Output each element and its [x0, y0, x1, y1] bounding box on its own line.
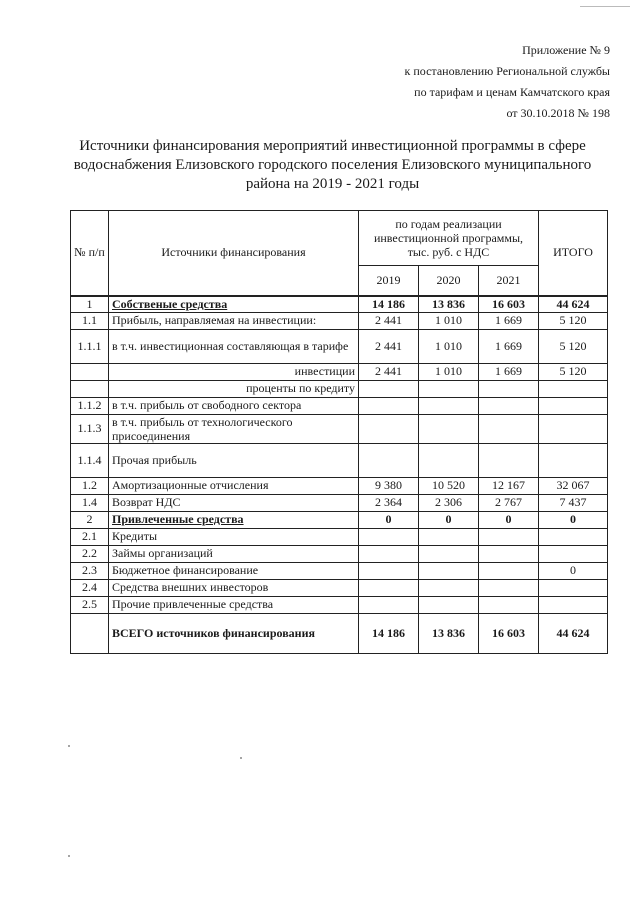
row-value-2020 — [419, 380, 479, 397]
row-value-2020: 10 520 — [419, 477, 479, 494]
row-total-cell: 32 067 — [539, 477, 608, 494]
row-number-cell: 1 — [71, 296, 109, 313]
row-name-cell: в т.ч. прибыль от свободного сектора — [109, 397, 359, 414]
row-value-2021 — [479, 562, 539, 579]
row-name-text: Привлеченные средства — [112, 512, 244, 526]
row-name-cell: ВСЕГО источников финансирования — [109, 613, 359, 653]
row-total-cell — [539, 545, 608, 562]
row-total-cell — [539, 528, 608, 545]
table-row — [71, 312, 608, 329]
row-value-2020 — [419, 562, 479, 579]
row-name-cell: в т.ч. инвестиционная составляющая в тарифе — [109, 329, 359, 363]
table-row — [71, 562, 608, 579]
table-row — [71, 511, 608, 528]
row-value-2019: 14 186 — [359, 296, 419, 313]
scan-artifact — [580, 6, 630, 7]
scan-artifact — [240, 757, 242, 759]
row-total-cell — [539, 380, 608, 397]
table-header-row — [71, 211, 608, 266]
row-name-cell: Прочая прибыль — [109, 443, 359, 477]
row-total-cell: 0 — [539, 562, 608, 579]
row-value-2019 — [359, 596, 419, 613]
row-number-cell: 2.1 — [71, 528, 109, 545]
table-row — [71, 579, 608, 596]
title-line: района на 2019 - 2021 годы — [245, 176, 420, 192]
row-number-cell — [71, 613, 109, 653]
row-value-2019: 2 441 — [359, 329, 419, 363]
table-row — [71, 596, 608, 613]
row-value-2021: 16 603 — [479, 296, 539, 313]
row-name-cell: Займы организаций — [109, 545, 359, 562]
row-value-2021 — [479, 596, 539, 613]
row-number-cell: 1.4 — [71, 494, 109, 511]
row-total-cell — [539, 596, 608, 613]
scan-artifact — [68, 855, 70, 857]
row-number-cell: 1.1.4 — [71, 443, 109, 477]
row-value-2021 — [479, 443, 539, 477]
row-value-2021: 1 669 — [479, 363, 539, 380]
row-total-cell: 44 624 — [539, 613, 608, 653]
row-value-2020 — [419, 596, 479, 613]
row-number-cell: 1.1.1 — [71, 329, 109, 363]
row-value-2020: 0 — [419, 511, 479, 528]
row-value-2021 — [479, 545, 539, 562]
row-name-cell: Амортизационные отчисления — [109, 477, 359, 494]
row-value-2020 — [419, 443, 479, 477]
row-total-cell: 5 120 — [539, 312, 608, 329]
table-row — [71, 494, 608, 511]
title-line: водоснабжения Елизовского городского поселения Елизовского муниципального — [73, 157, 592, 173]
table-row — [71, 477, 608, 494]
row-value-2019: 2 441 — [359, 363, 419, 380]
row-number-cell: 2.3 — [71, 562, 109, 579]
row-number-cell: 1.1.3 — [71, 414, 109, 443]
row-value-2019 — [359, 397, 419, 414]
row-number-cell: 2.4 — [71, 579, 109, 596]
row-value-2020 — [419, 414, 479, 443]
appendix-line: к постановлению Региональной службы — [404, 64, 610, 78]
row-value-2019: 0 — [359, 511, 419, 528]
row-name-cell: Бюджетное финансирование — [109, 562, 359, 579]
table-body — [71, 296, 608, 654]
row-total-cell — [539, 579, 608, 596]
row-value-2021 — [479, 528, 539, 545]
row-value-2020: 1 010 — [419, 312, 479, 329]
row-number-cell: 2 — [71, 511, 109, 528]
row-value-2020: 13 836 — [419, 296, 479, 313]
table-row — [71, 613, 608, 653]
row-value-2019 — [359, 562, 419, 579]
row-name-cell — [109, 511, 359, 528]
row-value-2020 — [419, 528, 479, 545]
appendix-block — [405, 40, 610, 124]
row-name-cell — [109, 296, 359, 313]
row-number-cell: 2.5 — [71, 596, 109, 613]
table-row — [71, 414, 608, 443]
row-total-cell: 44 624 — [539, 296, 608, 313]
table-row — [71, 329, 608, 363]
row-value-2019: 2 441 — [359, 312, 419, 329]
row-value-2020: 13 836 — [419, 613, 479, 653]
row-name-cell: Возврат НДС — [109, 494, 359, 511]
row-total-cell: 0 — [539, 511, 608, 528]
header-year-2019: 2019 — [359, 266, 419, 296]
row-value-2019: 2 364 — [359, 494, 419, 511]
header-total: ИТОГО — [539, 211, 608, 296]
row-total-cell: 7 437 — [539, 494, 608, 511]
row-value-2020 — [419, 545, 479, 562]
table-row — [71, 363, 608, 380]
row-value-2021 — [479, 397, 539, 414]
row-value-2020: 1 010 — [419, 363, 479, 380]
row-total-cell — [539, 443, 608, 477]
row-total-cell — [539, 414, 608, 443]
row-number-cell: 1.1 — [71, 312, 109, 329]
row-total-cell: 5 120 — [539, 363, 608, 380]
row-value-2021: 12 167 — [479, 477, 539, 494]
row-value-2021: 2 767 — [479, 494, 539, 511]
row-value-2019: 9 380 — [359, 477, 419, 494]
row-number-cell — [71, 380, 109, 397]
row-name-text: Собственые средства — [112, 296, 228, 311]
row-value-2019: 14 186 — [359, 613, 419, 653]
table-row — [71, 545, 608, 562]
row-value-2021: 16 603 — [479, 613, 539, 653]
row-name-cell: Кредиты — [109, 528, 359, 545]
table-row — [71, 443, 608, 477]
row-total-cell: 5 120 — [539, 329, 608, 363]
row-number-cell — [71, 363, 109, 380]
row-name-cell: Прочие привлеченные средства — [109, 596, 359, 613]
row-value-2020: 2 306 — [419, 494, 479, 511]
row-value-2020 — [419, 397, 479, 414]
table-row — [71, 528, 608, 545]
row-value-2021: 1 669 — [479, 312, 539, 329]
row-value-2019 — [359, 528, 419, 545]
header-years-group: по годам реализации инвестиционной программы, тыс. руб. с НДС — [359, 211, 539, 266]
header-num: № п/п — [71, 211, 109, 296]
row-value-2021 — [479, 579, 539, 596]
scan-artifact — [68, 745, 70, 747]
row-name-cell: Прибыль, направляемая на инвестиции: — [109, 312, 359, 329]
header-source: Источники финансирования — [109, 211, 359, 296]
row-value-2019 — [359, 380, 419, 397]
appendix-line: от 30.10.2018 № 198 — [506, 106, 610, 120]
appendix-line: по тарифам и ценам Камчатского края — [414, 85, 610, 99]
row-number-cell: 1.1.2 — [71, 397, 109, 414]
row-value-2020 — [419, 579, 479, 596]
table-row — [71, 296, 608, 313]
appendix-line: Приложение № 9 — [522, 43, 610, 57]
row-value-2019 — [359, 579, 419, 596]
row-name-cell: инвестиции — [109, 363, 359, 380]
row-value-2021 — [479, 380, 539, 397]
header-year-2020: 2020 — [419, 266, 479, 296]
document-title — [55, 137, 610, 194]
row-name-cell: проценты по кредиту — [109, 380, 359, 397]
row-number-cell: 1.2 — [71, 477, 109, 494]
row-value-2021 — [479, 414, 539, 443]
row-number-cell: 2.2 — [71, 545, 109, 562]
row-value-2019 — [359, 545, 419, 562]
row-name-cell: Средства внешних инвесторов — [109, 579, 359, 596]
row-value-2020: 1 010 — [419, 329, 479, 363]
row-value-2019 — [359, 443, 419, 477]
title-line: Источники финансирования мероприятий инвестиционной программы в сфере — [79, 138, 586, 154]
table-row — [71, 380, 608, 397]
row-total-cell — [539, 397, 608, 414]
row-value-2019 — [359, 414, 419, 443]
row-name-cell: в т.ч. прибыль от технологического присоединения — [109, 414, 359, 443]
table-row — [71, 397, 608, 414]
financing-table — [70, 210, 608, 654]
row-value-2021: 0 — [479, 511, 539, 528]
row-value-2021: 1 669 — [479, 329, 539, 363]
header-year-2021: 2021 — [479, 266, 539, 296]
